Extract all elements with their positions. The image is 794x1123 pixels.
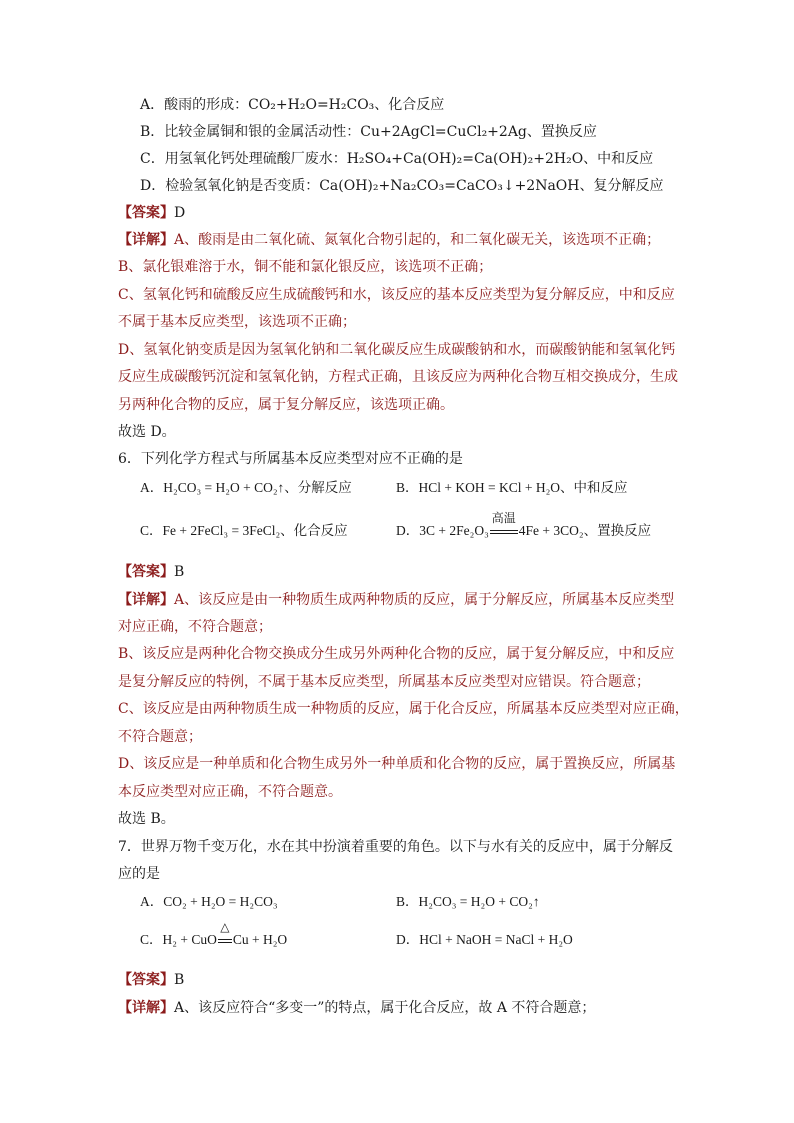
answer-value: B xyxy=(174,564,185,580)
q7-stem-line-2: 应的是 xyxy=(118,866,160,882)
q6-answer xyxy=(118,562,184,582)
q6-stem: 6．下列化学方程式与所属基本反应类型对应不正确的是 xyxy=(118,451,463,467)
q6-option-d xyxy=(396,511,652,541)
q6-detail-line-4: 是复分解反应的特例，不属于基本反应类型，所属基本反应类型对应错误。符合题意； xyxy=(118,674,650,690)
detail-text: A、酸雨是由二氧化硫、氮氧化合物引起的，和二氧化碳无关，该选项不正确； xyxy=(174,232,661,248)
equals-sign xyxy=(218,939,232,943)
q7-option-a: A．CO₂ + H₂O = H₂CO₃ xyxy=(140,894,278,909)
q5-option-b: B．比较金属铜和银的金属活动性：Cu+2AgCl=CuCl₂+2Ag、置换反应 xyxy=(140,124,597,140)
condition-label: 高温 xyxy=(491,511,516,525)
q7-detail-line-1 xyxy=(118,998,595,1018)
q5-conclusion: 故选 D。 xyxy=(118,424,176,440)
answer-value: D xyxy=(174,205,186,221)
q5-option-a: A．酸雨的形成：CO₂+H₂O=H₂CO₃、化合反应 xyxy=(140,97,445,113)
q6-conclusion: 故选 B。 xyxy=(118,811,175,827)
q5-option-d: D．检验氢氧化钠是否变质：Ca(OH)₂+Na₂CO₃=CaCO₃↓+2NaOH、复分解反应 xyxy=(140,178,664,194)
detail-tag: 【详解】 xyxy=(118,592,174,608)
q6-detail-line-3: B、该反应是两种化合物交换成分生成另外两种化合物的反应，属于复分解反应，中和反应 xyxy=(118,646,675,662)
q7-option-b: B．H₂CO₃ = H₂O + CO₂↑ xyxy=(396,894,540,909)
answer-tag: 【答案】 xyxy=(118,205,174,221)
q6-d-reactants: D．3C + 2Fe₂O₃ xyxy=(396,523,489,538)
q5-detail-line-2: B、氯化银难溶于水，铜不能和氯化银反应，该选项不正确； xyxy=(118,259,493,275)
q5-option-c: C．用氢氧化钙处理硫酸厂废水：H₂SO₄+Ca(OH)₂=Ca(OH)₂+2H₂O、中和反应 xyxy=(140,151,654,167)
q7-answer xyxy=(118,970,184,990)
q6-detail-line-1 xyxy=(118,590,674,610)
answer-tag: 【答案】 xyxy=(118,564,174,580)
q6-option-c: C．Fe + 2FeCl₃ = 3FeCl₂、化合反应 xyxy=(140,523,348,538)
q6-option-a: A．H₂CO₃ = H₂O + CO₂↑、分解反应 xyxy=(140,480,352,495)
q6-d-products: 4Fe + 3CO₂、置换反应 xyxy=(518,523,652,538)
q5-detail-line-3: C、氢氧化钙和硫酸反应生成硫酸钙和水，该反应的基本反应类型为复分解反应，中和反应 xyxy=(118,287,675,303)
answer-tag: 【答案】 xyxy=(118,972,174,988)
q7-stem-line-1: 7．世界万物千变万化，水在其中扮演着重要的角色。以下与水有关的反应中，属于分解反 xyxy=(118,839,673,855)
detail-tag: 【详解】 xyxy=(118,1000,174,1016)
q7-c-reactants: C．H₂ + CuO xyxy=(140,932,217,947)
q5-answer xyxy=(118,203,185,223)
q7-option-d: D．HCl + NaOH = NaCl + H₂O xyxy=(396,932,573,947)
q6-detail-line-2: 对应正确，不符合题意； xyxy=(118,619,272,635)
q5-detail-line-6: 反应生成碳酸钙沉淀和氢氧化钠，方程式正确，且该反应为两种化合物互相交换成分，生成 xyxy=(118,369,678,385)
detail-text: A、该反应符合“多变一”的特点，属于化合反应，故 A 不符合题意； xyxy=(174,1000,596,1016)
q5-detail-line-7: 另两种化合物的反应，属于复分解反应，该选项正确。 xyxy=(118,397,454,413)
q6-detail-line-8: 本反应类型对应正确，不符合题意。 xyxy=(118,784,342,800)
q7-option-c xyxy=(140,920,288,950)
q6-detail-line-5: C、该反应是由两种物质生成一种物质的反应，属于化合反应，所属基本反应类型对应正确， xyxy=(118,701,689,717)
q5-detail-line-1 xyxy=(118,230,660,250)
detail-tag: 【详解】 xyxy=(118,232,174,248)
q5-detail-line-4: 不属于基本反应类型，该选项不正确； xyxy=(118,314,356,330)
detail-text: A、该反应是由一种物质生成两种物质的反应，属于分解反应，所属基本反应类型 xyxy=(174,592,675,608)
q5-detail-line-5: D、氢氧化钠变质是因为氢氧化钠和二氧化碳反应生成碳酸钠和水，而碳酸钠能和氢氧化钙 xyxy=(118,342,676,358)
heat-symbol: △ xyxy=(220,920,230,934)
q7-c-products: Cu + H₂O xyxy=(232,932,288,947)
reaction-condition xyxy=(217,920,233,950)
answer-value: B xyxy=(174,972,185,988)
q6-option-b: B．HCl + KOH = KCl + H₂O、中和反应 xyxy=(396,480,628,495)
q6-detail-line-7: D、该反应是一种单质和化合物生成另外一种单质和化合物的反应，属于置换反应，所属基 xyxy=(118,756,676,772)
equals-sign xyxy=(490,530,518,534)
reaction-condition xyxy=(489,511,519,541)
q6-detail-line-6: 不符合题意； xyxy=(118,729,202,745)
